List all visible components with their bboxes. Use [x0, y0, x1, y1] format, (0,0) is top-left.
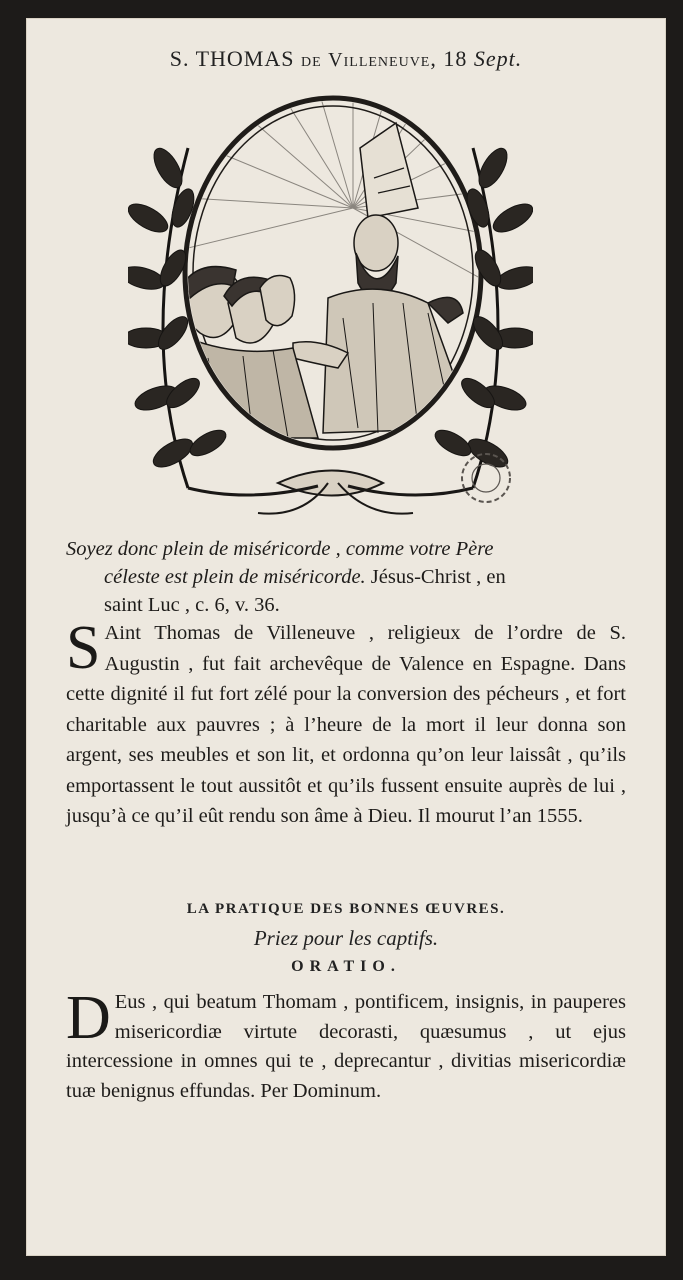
quote-line-1: Soyez donc plein de miséricorde , comme votre Père	[66, 538, 494, 560]
quote-line-2	[66, 563, 626, 591]
quote-line-3: saint Luc , c. 6, v. 36.	[104, 594, 280, 616]
oratio-heading: ORATIO.	[291, 958, 401, 975]
biography-text: Aint Thomas de Villeneuve , religieux de l’ordre de S. Augustin , fut fait archevêque de Valence en Espagne. Dans cette dignité il fut fort zélé pour la conversion des pécheurs , et fort charitable aux pauvres ; à l’heure de la mort il leur donna son argent, ses meubles et son lit, et ordonna qu’on leur laissât , qu’ils emportassent le tout aussitôt et qu’ils fussent ensuite auprès de lui , jusqu’à ce qu’il eût rendu son âme à Dieu. Il mourut l’an 1555.	[66, 622, 626, 827]
oratio-text: Eus , qui beatum Thomam , pontificem, insignis, in pauperes misericordiæ virtute decorasti, quæsumus , ut ejus intercessione in omnes qui te , deprecantur , divitias misericordiæ tuæ benignus effundas. Per Dominum.	[66, 991, 626, 1102]
title-comma: ,	[430, 46, 437, 71]
feast-day: 18	[443, 46, 468, 71]
practice-heading: LA PRATIQUE DES BONNES ŒUVRES.	[186, 901, 506, 917]
quote-line-2-italic: céleste est plein de miséricorde.	[104, 566, 366, 588]
quote-line-2-citation: Jésus-Christ , en	[365, 566, 506, 588]
biography-dropcap: S	[66, 614, 101, 682]
saint-name: S. THOMAS	[169, 46, 295, 71]
title-de: de	[300, 49, 322, 71]
title-place: Villeneuve	[328, 49, 431, 71]
oratio-paragraph	[66, 984, 626, 1106]
feast-month: Sept.	[473, 46, 523, 71]
scripture-quote	[66, 535, 626, 619]
oratio-dropcap: D	[66, 984, 111, 1052]
devotional-card	[26, 18, 666, 1256]
practice-instruction: Priez pour les captifs.	[253, 926, 439, 950]
library-stamp-icon	[458, 450, 514, 506]
page-title	[26, 46, 666, 72]
biography-paragraph	[66, 614, 626, 832]
